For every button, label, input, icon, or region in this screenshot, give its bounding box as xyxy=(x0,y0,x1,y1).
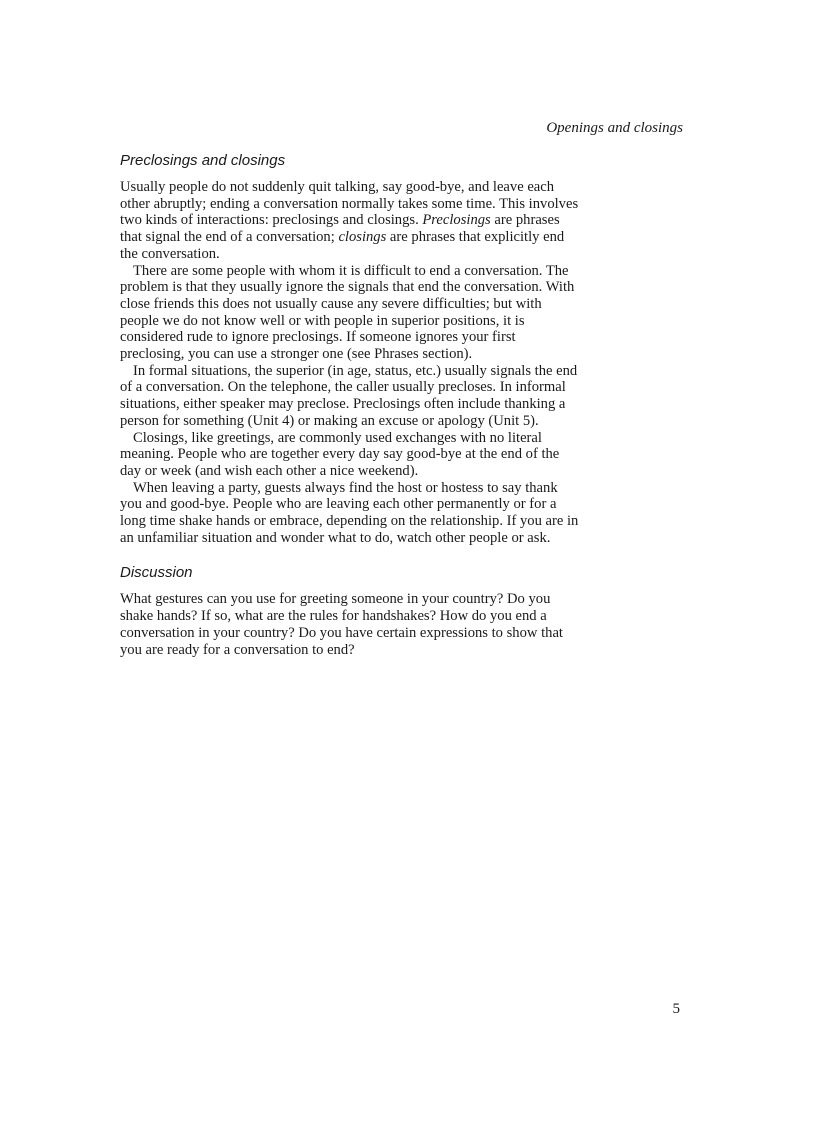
paragraph-text: are phrases that explicitly end the conversation. xyxy=(120,229,565,262)
text-column xyxy=(120,152,580,658)
paragraph-text: Closings, like greetings, are commonly used exchanges with no literal meaning. People who are together every day say good-bye at the end of the day or week (and wish each other a nice weekend). xyxy=(120,429,560,479)
paragraph xyxy=(120,179,580,263)
paragraph xyxy=(120,263,580,363)
paragraph-text: What gestures can you use for greeting someone in your country? Do you shake hands? If so, what are the rules for handshakes? How do you end a conversation in your country? Do you have certain expressions to show that you are ready for a conversation to end? xyxy=(120,591,563,658)
section-preclosings xyxy=(120,152,580,546)
term-preclosings: Preclosings xyxy=(422,212,491,229)
section-heading: Preclosings and closings xyxy=(120,152,286,169)
paragraph-text: are phrases that signal the end of a conversation; xyxy=(120,212,560,246)
running-head: Openings and closings xyxy=(546,120,683,136)
term-closings: closings xyxy=(338,229,387,246)
section-discussion xyxy=(120,564,580,658)
paragraph-text: In formal situations, the superior (in age, status, etc.) usually signals the end of a conversation. On the telephone, the caller usually precloses. In informal situations, either speaker may preclose. Preclosings often include thanking a person for something (Unit 4) or making an excuse or apology (Unit 5). xyxy=(120,362,578,429)
paragraph xyxy=(120,480,580,547)
paragraph-text: Usually people do not suddenly quit talking, say good-bye, and leave each other abruptly; ending a conversation normally takes some time. This involves two kinds of interactions: preclosings and closings. xyxy=(120,179,579,229)
section-heading: Discussion xyxy=(120,564,193,582)
paragraph-text: There are some people with whom it is difficult to end a conversation. The problem is that they usually ignore the signals that end the conversation. With close friends this does not usually cause any severe difficulties; but with people we do not know well or with people in superior positions, it is considered rude to ignore preclosings. If someone ignores your first preclosing, you can use a stronger one (see Phrases section). xyxy=(120,262,575,363)
paragraph xyxy=(120,430,580,480)
page-number: 5 xyxy=(672,1001,680,1017)
paragraph-text: When leaving a party, guests always find the host or hostess to say thank you and good-bye. People who are leaving each other permanently or for a long time shake hands or embrace, depending on the relationship. If you are in an unfamiliar situation and wonder what to do, watch other people or ask. xyxy=(120,479,579,546)
paragraph xyxy=(120,591,580,658)
paragraph xyxy=(120,363,580,430)
